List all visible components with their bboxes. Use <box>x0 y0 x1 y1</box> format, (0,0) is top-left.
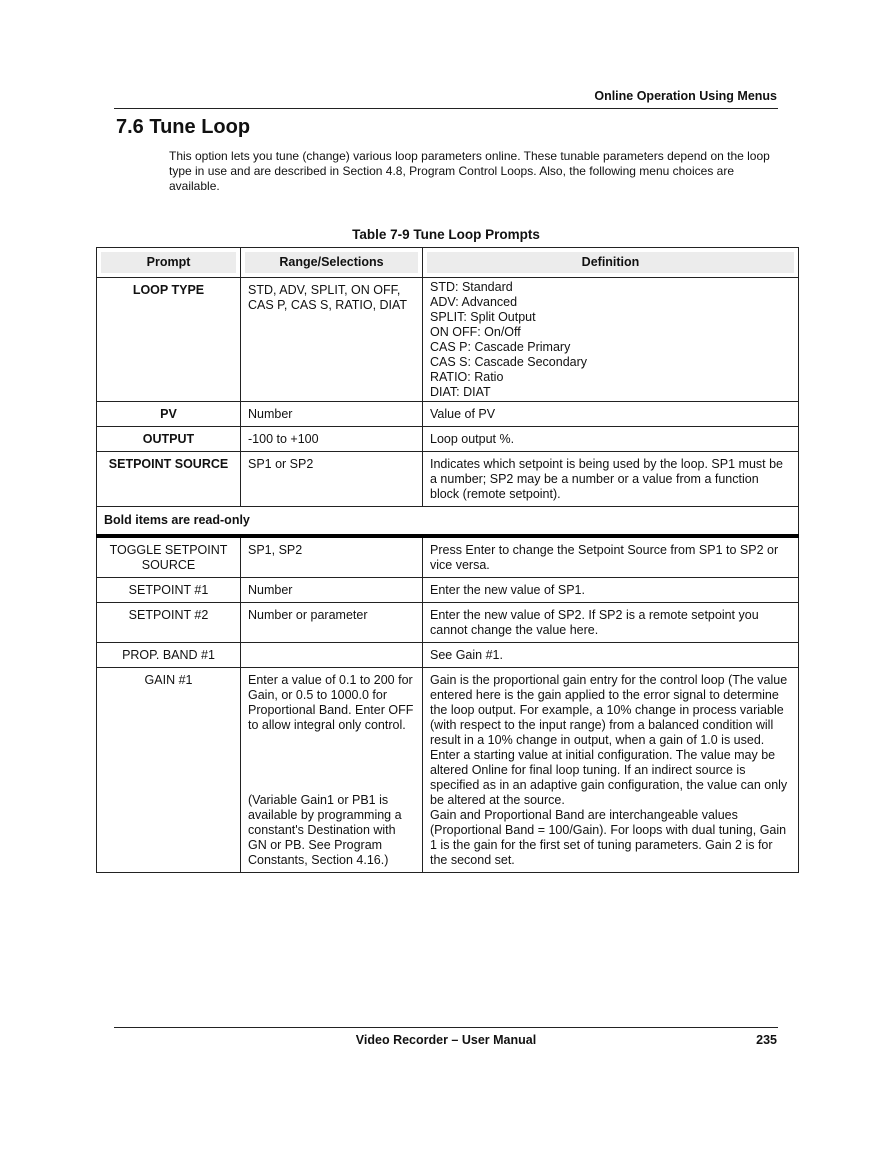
table-row <box>97 536 799 578</box>
range-text: Enter a value of 0.1 to 200 for Gain, or 0.5 to 1000.0 for Proportional Band. Enter OFF to allow integral only control. <box>248 673 414 732</box>
definition-line: RATIO: Ratio <box>430 370 504 384</box>
table-row <box>97 452 799 507</box>
read-only-note-row <box>97 507 799 537</box>
table-caption: Table 7-9 Tune Loop Prompts <box>352 227 540 242</box>
intro-paragraph: This option lets you tune (change) various loop parameters online. These tunable parameters depend on the loop type in use and are described in Section 4.8, Program Control Loops. Also, the following menu choices are available. <box>169 149 770 193</box>
tune-loop-prompts-table <box>96 247 799 873</box>
prompt-cell: GAIN #1 <box>97 668 241 873</box>
definition-cell <box>423 278 799 402</box>
header-range: Range/Selections <box>241 248 423 278</box>
range-note: (Variable Gain1 or PB1 is available by programming a constant's Destination with GN or PB. See Program Constants, Section 4.16.) <box>248 793 402 867</box>
range-cell: SP1 or SP2 <box>241 452 423 507</box>
definition-line: CAS S: Cascade Secondary <box>430 355 588 369</box>
table-row <box>97 603 799 643</box>
table-row <box>97 427 799 452</box>
footer-title: Video Recorder – User Manual <box>355 1033 537 1047</box>
header-prompt: Prompt <box>97 248 241 278</box>
prompt-cell: OUTPUT <box>97 427 241 452</box>
header-rule <box>114 108 778 109</box>
footer-rule <box>114 1027 778 1028</box>
table-row <box>97 402 799 427</box>
definition-cell: Indicates which setpoint is being used by the loop. SP1 must be a number; SP2 may be a number or a value from a function block (remote setpoint). <box>423 452 799 507</box>
prompt-cell: PROP. BAND #1 <box>97 643 241 668</box>
definition-cell: Press Enter to change the Setpoint Source from SP1 to SP2 or vice versa. <box>423 536 799 578</box>
prompt-cell: SETPOINT #1 <box>97 578 241 603</box>
range-cell: STD, ADV, SPLIT, ON OFF, CAS P, CAS S, RATIO, DIAT <box>241 278 423 402</box>
table-row <box>97 668 799 873</box>
definition-line: STD: Standard <box>430 280 513 294</box>
definition-line: SPLIT: Split Output <box>430 310 536 324</box>
table-row <box>97 643 799 668</box>
read-only-note: Bold items are read-only <box>97 507 799 537</box>
definition-cell: Enter the new value of SP1. <box>423 578 799 603</box>
table-row <box>97 278 799 402</box>
section-title: 7.6 Tune Loop <box>116 116 251 138</box>
definition-line: ADV: Advanced <box>430 295 518 309</box>
range-cell: Number <box>241 578 423 603</box>
prompt-cell: TOGGLE SETPOINT SOURCE <box>97 536 241 578</box>
definition-line: ON OFF: On/Off <box>430 325 521 339</box>
definition-cell: See Gain #1. <box>423 643 799 668</box>
table-row <box>97 578 799 603</box>
prompt-cell: PV <box>97 402 241 427</box>
prompt-cell: SETPOINT SOURCE <box>97 452 241 507</box>
definition-cell <box>423 668 799 873</box>
prompt-cell: SETPOINT #2 <box>97 603 241 643</box>
definition-paragraph: Gain and Proportional Band are interchangeable values (Proportional Band = 100/Gain). For loops with dual tuning, Gain 1 is the gain for the first set of tuning parameters. Gain 2 is for the second set. <box>430 808 787 867</box>
header-definition: Definition <box>423 248 799 278</box>
running-header: Online Operation Using Menus <box>594 89 777 103</box>
definition-cell: Value of PV <box>423 402 799 427</box>
definition-line: CAS P: Cascade Primary <box>430 340 571 354</box>
range-cell: Number or parameter <box>241 603 423 643</box>
range-cell <box>241 643 423 668</box>
page-number: 235 <box>756 1033 777 1047</box>
definition-line: DIAT: DIAT <box>430 385 491 399</box>
prompt-cell: LOOP TYPE <box>97 278 241 402</box>
definition-paragraph: Gain is the proportional gain entry for the control loop (The value entered here is the gain applied to the error signal to determine the loop output. For example, a 10% change in process variable (with respect to the input range) from a balanced condition will result in a 10% change in output, when a gain of 1.0 is used. Enter a starting value at initial configuration. The value may be altered Online for final loop tuning. If an indirect source is specified as in an adaptive gain configuration, the value can only be altered at the source. <box>430 673 788 807</box>
definition-cell: Loop output %. <box>423 427 799 452</box>
range-cell <box>241 668 423 873</box>
range-cell: -100 to +100 <box>241 427 423 452</box>
definition-cell: Enter the new value of SP2. If SP2 is a remote setpoint you cannot change the value here. <box>423 603 799 643</box>
range-cell: SP1, SP2 <box>241 536 423 578</box>
table-header-row <box>97 248 799 278</box>
range-cell: Number <box>241 402 423 427</box>
